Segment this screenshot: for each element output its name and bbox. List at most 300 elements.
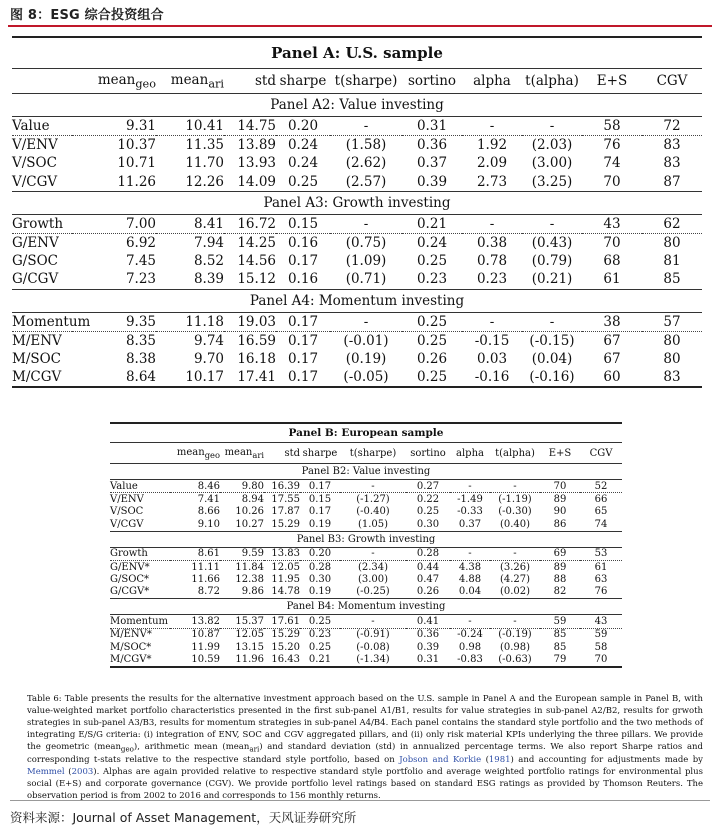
table-cell: 9.59 xyxy=(220,548,264,561)
table-cell: 8.46 xyxy=(170,480,220,493)
table-cell: 0.24 xyxy=(287,155,319,172)
row-label: M/CGV* xyxy=(110,653,152,665)
table-cell: 8.35 xyxy=(125,332,156,349)
table-cell: (-0.15) xyxy=(529,332,575,349)
table-cell: (0.04) xyxy=(531,350,573,367)
table-cell: 0.98 xyxy=(458,641,482,653)
table-cell: -0.16 xyxy=(474,369,510,386)
table-cell: 0.23 xyxy=(308,629,332,641)
table-cell: (2.34) xyxy=(357,561,389,573)
table-cell: - xyxy=(340,615,406,628)
table-cell: 0.78 xyxy=(476,253,508,270)
table-cell: 0.17 xyxy=(308,506,332,518)
table-cell: - xyxy=(522,313,582,332)
header-cgv: CGV xyxy=(656,73,688,89)
table-cell: 60 xyxy=(603,369,621,386)
table-cell: 0.44 xyxy=(416,561,440,573)
table-cell: 61 xyxy=(594,561,608,573)
table-cell: 0.17 xyxy=(287,332,319,349)
table-cell: 14.25 xyxy=(237,235,276,252)
citation-link[interactable]: 1981 xyxy=(488,755,511,766)
table-cell: 19.03 xyxy=(224,313,276,332)
header-mean-geo: mean$_{geo}$ xyxy=(176,446,220,460)
table-cell: (-1.27) xyxy=(356,494,390,506)
table-cell: 13.93 xyxy=(237,155,276,172)
table-cell: 0.15 xyxy=(308,494,332,506)
row-label: V/CGV xyxy=(12,173,58,190)
table-cell: (3.25) xyxy=(531,173,573,190)
subpanel-title-row xyxy=(12,94,702,117)
table-cell: 10.59 xyxy=(191,653,220,665)
table-cell: 4.88 xyxy=(458,574,482,586)
table-cell: 17.41 xyxy=(237,369,276,386)
table-cell: 11.99 xyxy=(191,641,220,653)
table-cell: 14.56 xyxy=(237,253,276,270)
table-row xyxy=(12,136,702,155)
table-cell: - xyxy=(450,480,490,493)
table-cell: 69 xyxy=(540,548,580,561)
table-cell: 38 xyxy=(582,313,642,332)
row-label: M/ENV xyxy=(12,332,62,349)
table-cell: 8.39 xyxy=(193,271,224,288)
row-label: M/SOC* xyxy=(110,641,152,653)
subpanel-title: Panel B3: Growth investing xyxy=(296,533,436,545)
table-cell: 10.26 xyxy=(235,506,264,518)
table-cell: 82 xyxy=(553,586,567,598)
table-caption: Table 6: Table presents the results for the alternative investment approach based on the U.S. sample in Panel A and the European sample in Panel B, with value-weighted market portfolio characteristics presented in the first sub-panel A1/B1, results for value strategies in sub-panel A2/B2, results for grwoth strategies in sub-panel A3/B3, results for momentum strategies in sub-panel A4/B4. Each panel contains the standard style portfolio and the two methods of integrating E/S/G criteria: (i) integration of ENV, SOC and CGV aggregated pillars, and (ii) only risk material KPIs underlying the three pillars. We provide the geometric (mean$_{geo}$), arithmetic mean (mean$_{ari}$) and standard deviation (std) in annualized percentage terms. We also report Sharpe ratios and corresponding t-stats relative to the respective standard style portfolio, based on Jobson and Korkie (1981) and accounting for adjustments made by Memmel (2003). Alphas are again provided relative to respective standard style portfolio and average weighted portfolio ratings for environmental plus social (E+S) and corporate governance (CGV). We provide portfolio level ratings based on standard ESG ratings as provided by Thomson Reuters. The observation period is from 2002 to 2016 and corresponds to 156 monthly returns. xyxy=(27,694,703,801)
table-cell: 16.43 xyxy=(271,653,300,665)
table-cell: -1.49 xyxy=(457,494,483,506)
table-cell: (0.75) xyxy=(345,235,387,252)
table-cell: 0.36 xyxy=(416,137,448,154)
subpanel-title: Panel A4: Momentum investing xyxy=(249,292,465,309)
table-cell: 11.96 xyxy=(235,653,264,665)
table-cell: 15.29 xyxy=(271,518,300,530)
table-cell: 57 xyxy=(642,313,702,332)
table-cell: 0.30 xyxy=(308,574,332,586)
table-cell: 0.26 xyxy=(416,350,448,367)
table-cell: 17.61 xyxy=(264,615,300,628)
table-cell: 11.84 xyxy=(235,561,264,573)
table-cell: (0.02) xyxy=(499,586,531,598)
header-cgv: CGV xyxy=(589,447,613,459)
table-cell: 0.39 xyxy=(416,641,440,653)
table-cell: 85 xyxy=(553,629,567,641)
table-cell: 15.20 xyxy=(271,641,300,653)
header-alpha: alpha xyxy=(473,73,511,89)
row-label: M/ENV* xyxy=(110,629,152,641)
table-row xyxy=(12,331,702,350)
table-cell: 74 xyxy=(603,155,621,172)
table-cell: 0.03 xyxy=(476,350,508,367)
table-cell: -0.83 xyxy=(457,653,483,665)
table-cell: 12.05 xyxy=(235,629,264,641)
table-cell: 83 xyxy=(663,137,681,154)
table-cell: - xyxy=(522,215,582,234)
table-cell: 9.31 xyxy=(72,117,156,136)
table-cell: (-0.05) xyxy=(343,369,389,386)
table-cell: (1.05) xyxy=(357,518,389,530)
table-cell: 0.23 xyxy=(476,271,508,288)
table-cell: (3.26) xyxy=(499,561,531,573)
header-alpha: alpha xyxy=(456,447,484,459)
table-cell: 11.66 xyxy=(191,574,220,586)
table-cell: 59 xyxy=(594,629,608,641)
table-cell: 85 xyxy=(663,271,681,288)
row-label: M/SOC xyxy=(12,350,62,367)
row-label: Value xyxy=(12,117,72,136)
table-cell: 0.16 xyxy=(287,271,319,288)
table-cell: 11.26 xyxy=(117,173,156,190)
panel-title: Panel A: U.S. sample xyxy=(271,44,443,62)
header-std: std xyxy=(284,447,300,459)
table-row xyxy=(110,560,622,573)
table-cell: 0.15 xyxy=(276,215,330,234)
row-label: G/SOC* xyxy=(110,574,150,586)
table-cell: 16.18 xyxy=(237,350,276,367)
table-cell: - xyxy=(462,313,522,332)
table-cell: 0.19 xyxy=(308,586,332,598)
table-cell: 8.72 xyxy=(197,586,220,598)
header-sortino: sortino xyxy=(407,73,457,89)
header-t-sharpe: t(sharpe) xyxy=(349,447,397,459)
table-cell: 90 xyxy=(553,506,567,518)
table-cell: 1.92 xyxy=(476,137,508,154)
row-label: G/ENV xyxy=(12,235,59,252)
table-cell: 0.28 xyxy=(406,548,450,561)
table-cell: 9.74 xyxy=(193,332,224,349)
table-cell: (4.27) xyxy=(499,574,531,586)
subpanel-title: Panel B2: Value investing xyxy=(301,466,431,477)
table-cell: (-0.19) xyxy=(498,629,532,641)
table-cell: - xyxy=(490,548,540,561)
table-cell: 8.41 xyxy=(156,215,224,234)
table-cell: - xyxy=(330,313,402,332)
table-cell: - xyxy=(450,615,490,628)
table-row xyxy=(110,573,622,585)
table-cell: 0.37 xyxy=(458,518,482,530)
subpanel-title: Panel A2: Value investing xyxy=(270,97,444,113)
citation-link[interactable]: Jobson and Korkie xyxy=(399,755,482,766)
table-cell: 13.82 xyxy=(170,615,220,628)
table-cell: 0.21 xyxy=(402,215,462,234)
table-cell: 85 xyxy=(553,641,567,653)
table-cell: 15.29 xyxy=(271,629,300,641)
table-cell: 61 xyxy=(603,271,621,288)
table-cell: 59 xyxy=(540,615,580,628)
table-cell: 79 xyxy=(553,653,567,665)
table-cell: 0.25 xyxy=(300,615,340,628)
table-cell: 0.30 xyxy=(416,518,440,530)
table-cell: 7.45 xyxy=(125,253,156,270)
table-cell: 70 xyxy=(603,235,621,252)
table-row xyxy=(12,154,702,172)
table-cell: (-0.16) xyxy=(529,369,575,386)
table-cell: 15.12 xyxy=(237,271,276,288)
panel-title: Panel B: European sample xyxy=(288,427,444,439)
header-sharpe: sharpe xyxy=(279,73,327,89)
table-panel-a xyxy=(12,36,702,388)
table-cell: (0.79) xyxy=(531,253,573,270)
header-sortino: sortino xyxy=(410,447,446,459)
header-mean-geo: mean$_{geo}$ xyxy=(97,71,156,91)
table-cell: 12.05 xyxy=(271,561,300,573)
row-label: V/SOC xyxy=(12,155,57,172)
header-es: E+S xyxy=(548,447,572,459)
table-cell: 63 xyxy=(594,574,608,586)
figure-title: 图 8：ESG 综合投资组合 xyxy=(10,8,164,23)
table-row xyxy=(110,548,622,561)
subpanel-title-row xyxy=(110,599,622,615)
row-label: V/ENV xyxy=(110,494,144,506)
table-cell: 0.23 xyxy=(416,271,448,288)
header-es: E+S xyxy=(596,73,628,89)
table-cell: (0.19) xyxy=(345,350,387,367)
table-cell: 8.66 xyxy=(197,506,220,518)
table-cell: 0.21 xyxy=(308,653,332,665)
table-cell: 7.23 xyxy=(125,271,156,288)
table-cell: 65 xyxy=(594,506,608,518)
table-cell: 0.24 xyxy=(416,235,448,252)
table-cell: 13.89 xyxy=(237,137,276,154)
table-cell: (0.40) xyxy=(499,518,531,530)
table-cell: 4.38 xyxy=(458,561,482,573)
header-divider xyxy=(8,25,712,27)
table-cell: 7.94 xyxy=(193,235,224,252)
table-cell: 0.19 xyxy=(308,518,332,530)
row-label: V/ENV xyxy=(12,137,58,154)
source-note: 资料来源：Journal of Asset Management，天风证券研究所 xyxy=(10,810,357,825)
row-label: Value xyxy=(110,480,170,493)
table-cell: 0.31 xyxy=(402,117,462,136)
citation-link[interactable]: 2003 xyxy=(71,767,94,778)
table-cell: (0.71) xyxy=(345,271,387,288)
table-cell: 12.26 xyxy=(185,173,224,190)
subpanel-title-row xyxy=(12,192,702,215)
table-cell: 52 xyxy=(580,480,622,493)
table-row xyxy=(12,173,702,192)
table-cell: 8.38 xyxy=(125,350,156,367)
table-cell: 0.47 xyxy=(416,574,440,586)
table-cell: 16.39 xyxy=(264,480,300,493)
table-cell: 9.80 xyxy=(220,480,264,493)
table-row xyxy=(12,252,702,270)
table-cell: 0.37 xyxy=(416,155,448,172)
table-panel-b xyxy=(110,422,622,668)
table-cell: 83 xyxy=(663,369,681,386)
table-cell: 66 xyxy=(594,494,608,506)
table-cell: 9.35 xyxy=(72,313,156,332)
table-cell: 0.25 xyxy=(416,253,448,270)
row-label: G/CGV* xyxy=(110,586,150,598)
table-cell: 13.15 xyxy=(235,641,264,653)
table-cell: 15.37 xyxy=(220,615,264,628)
table-cell: 6.92 xyxy=(125,235,156,252)
table-cell: 2.09 xyxy=(476,155,508,172)
table-cell: - xyxy=(462,117,522,136)
table-cell: 10.37 xyxy=(117,137,156,154)
table-row xyxy=(12,215,702,234)
table-cell: - xyxy=(490,615,540,628)
table-cell: 8.64 xyxy=(125,369,156,386)
footer-divider xyxy=(10,800,710,801)
header-t-sharpe: t(sharpe) xyxy=(334,73,398,89)
table-cell: 0.38 xyxy=(476,235,508,252)
table-cell: 16.72 xyxy=(224,215,276,234)
table-cell: 0.16 xyxy=(287,235,319,252)
table-cell: 0.41 xyxy=(406,615,450,628)
table-cell: (-1.34) xyxy=(356,653,390,665)
header-mean-ari: mean$_{ari}$ xyxy=(224,446,264,460)
table-cell: 0.22 xyxy=(416,494,440,506)
row-label: Growth xyxy=(12,215,72,234)
table-cell: 70 xyxy=(540,480,580,493)
table-cell: 8.61 xyxy=(170,548,220,561)
table-cell: 0.20 xyxy=(300,548,340,561)
subpanel-title: Panel A3: Growth investing xyxy=(263,194,451,211)
table-cell: 0.26 xyxy=(416,586,440,598)
row-label: Momentum xyxy=(110,615,169,627)
table-cell: 0.17 xyxy=(300,480,340,493)
table-cell: - xyxy=(330,215,402,234)
table-cell: 0.25 xyxy=(416,506,440,518)
table-cell: 0.25 xyxy=(416,332,448,349)
table-row xyxy=(110,480,622,493)
table-cell: 62 xyxy=(642,215,702,234)
table-cell: (-0.25) xyxy=(356,586,390,598)
table-cell: 0.04 xyxy=(458,586,482,598)
table-cell: -0.24 xyxy=(457,629,483,641)
table-cell: 8.94 xyxy=(241,494,264,506)
table-cell: (-0.08) xyxy=(356,641,390,653)
table-row xyxy=(110,506,622,518)
table-row xyxy=(12,313,702,332)
table-row xyxy=(110,518,622,531)
table-cell: (-0.40) xyxy=(356,506,390,518)
table-row xyxy=(110,586,622,599)
row-label: Growth xyxy=(110,548,170,561)
table-cell: (-0.63) xyxy=(498,653,532,665)
table-cell: 81 xyxy=(663,253,681,270)
table-row xyxy=(110,653,622,666)
row-label: G/CGV xyxy=(12,271,59,288)
table-cell: 0.20 xyxy=(276,117,330,136)
table-cell: 0.28 xyxy=(308,561,332,573)
panel-title-row xyxy=(12,38,702,69)
subpanel-title-row xyxy=(110,532,622,548)
table-cell: 87 xyxy=(663,173,681,190)
subpanel-title: Panel B4: Momentum investing xyxy=(286,601,446,613)
table-cell: 10.71 xyxy=(117,155,156,172)
table-cell: 83 xyxy=(663,155,681,172)
table-cell: (0.21) xyxy=(531,271,573,288)
table-cell: 43 xyxy=(580,615,622,628)
table-row xyxy=(110,628,622,641)
table-cell: 70 xyxy=(594,653,608,665)
table-cell: 17.55 xyxy=(271,494,300,506)
table-cell: (2.62) xyxy=(345,155,387,172)
table-cell: 10.87 xyxy=(191,629,220,641)
table-cell: 9.10 xyxy=(197,518,220,530)
table-cell: - xyxy=(330,117,402,136)
table-cell: 88 xyxy=(553,574,567,586)
table-cell: - xyxy=(340,548,406,561)
table-cell: (-0.01) xyxy=(343,332,389,349)
table-cell: 74 xyxy=(594,518,608,530)
header-mean-ari: mean$_{ari}$ xyxy=(170,71,224,91)
table-cell: 89 xyxy=(553,561,567,573)
table-cell: (2.57) xyxy=(345,173,387,190)
table-cell: 0.25 xyxy=(287,173,319,190)
table-cell: - xyxy=(450,548,490,561)
table-cell: 89 xyxy=(553,494,567,506)
table-cell: 43 xyxy=(582,215,642,234)
subpanel-title-row xyxy=(12,290,702,313)
table-cell: (1.09) xyxy=(345,253,387,270)
table-cell: 0.25 xyxy=(402,313,462,332)
table-rule xyxy=(12,387,702,388)
table-cell: 0.27 xyxy=(406,480,450,493)
table-cell: 9.86 xyxy=(241,586,264,598)
table-cell: -0.15 xyxy=(474,332,510,349)
table-cell: 14.78 xyxy=(271,586,300,598)
panel-title-row xyxy=(110,424,622,443)
table-cell: 68 xyxy=(603,253,621,270)
table-cell: 72 xyxy=(642,117,702,136)
table-cell: 80 xyxy=(663,235,681,252)
table-row xyxy=(12,368,702,387)
table-cell: 14.75 xyxy=(224,117,276,136)
table-cell: 86 xyxy=(553,518,567,530)
row-label: Momentum xyxy=(12,313,91,330)
citation-link[interactable]: Memmel xyxy=(27,767,65,778)
table-cell: 67 xyxy=(603,350,621,367)
table-cell: 76 xyxy=(594,586,608,598)
table-cell: 0.31 xyxy=(416,653,440,665)
table-row xyxy=(12,350,702,368)
table-cell: 9.70 xyxy=(193,350,224,367)
table-cell: (-0.91) xyxy=(356,629,390,641)
table-row xyxy=(12,117,702,136)
table-cell: 8.52 xyxy=(193,253,224,270)
table-cell: 80 xyxy=(663,350,681,367)
subpanel-title-row xyxy=(110,464,622,480)
table-cell: 67 xyxy=(603,332,621,349)
row-label: M/CGV xyxy=(12,369,62,386)
table-cell: 0.36 xyxy=(416,629,440,641)
header-sharpe: sharpe xyxy=(302,447,338,459)
table-cell: 80 xyxy=(663,332,681,349)
table-row xyxy=(110,493,622,506)
table-cell: 76 xyxy=(603,137,621,154)
table-row xyxy=(12,270,702,289)
table-cell: 0.17 xyxy=(287,350,319,367)
table-row xyxy=(110,641,622,653)
table-cell: (3.00) xyxy=(531,155,573,172)
table-cell: 0.24 xyxy=(287,137,319,154)
table-cell: (1.58) xyxy=(345,137,387,154)
column-header-row xyxy=(110,443,622,464)
table-row xyxy=(12,233,702,252)
table-cell: 0.39 xyxy=(416,173,448,190)
row-label: V/CGV xyxy=(110,518,144,530)
table-cell: 14.09 xyxy=(237,173,276,190)
header-t-alpha: t(alpha) xyxy=(495,447,535,459)
table-cell: -0.33 xyxy=(457,506,483,518)
table-cell: 7.41 xyxy=(197,494,220,506)
table-cell: - xyxy=(522,117,582,136)
table-cell: (0.43) xyxy=(531,235,573,252)
